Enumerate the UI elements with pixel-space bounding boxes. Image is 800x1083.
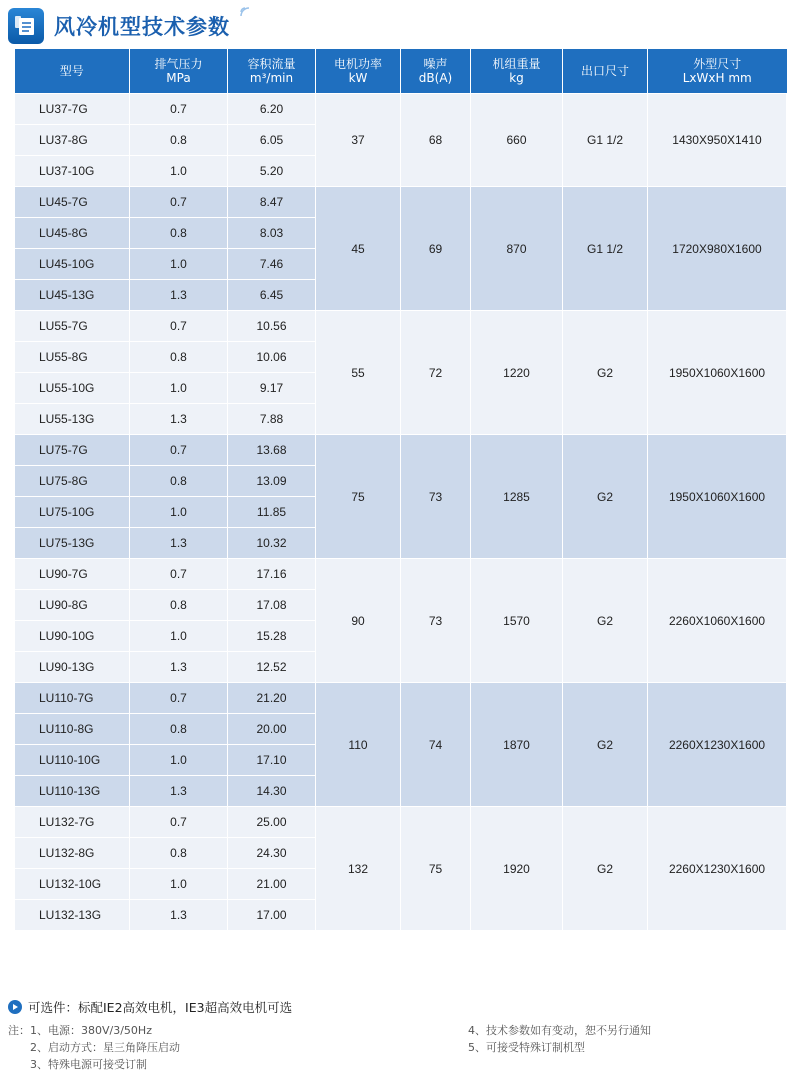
notes-right	[468, 1022, 651, 1056]
table-body	[15, 94, 787, 931]
cell-pressure: 1.0	[130, 249, 228, 280]
cell-model: LU55-7G	[15, 311, 130, 342]
table-row	[15, 435, 787, 466]
cell-model: LU132-13G	[15, 900, 130, 931]
header-flow: 容积流量 m³/min	[228, 49, 316, 94]
cell-flow: 9.17	[228, 373, 316, 404]
cell-model: LU110-7G	[15, 683, 130, 714]
cell-noise: 75	[401, 807, 471, 931]
cell-pressure: 1.3	[130, 528, 228, 559]
cell-pressure: 0.7	[130, 807, 228, 838]
cell-flow: 24.30	[228, 838, 316, 869]
cell-flow: 17.16	[228, 559, 316, 590]
cell-power: 132	[316, 807, 401, 931]
cell-power: 75	[316, 435, 401, 559]
cell-model: LU132-7G	[15, 807, 130, 838]
notes-left	[8, 1022, 180, 1073]
cell-flow: 21.00	[228, 869, 316, 900]
cell-pressure: 1.0	[130, 497, 228, 528]
cell-noise: 68	[401, 94, 471, 187]
cell-flow: 25.00	[228, 807, 316, 838]
cell-pressure: 0.7	[130, 187, 228, 218]
cell-model: LU90-7G	[15, 559, 130, 590]
page-title: 风冷机型技术参数	[54, 15, 230, 39]
header-outlet: 出口尺寸	[563, 49, 648, 94]
cell-power: 37	[316, 94, 401, 187]
options-line	[8, 998, 292, 1016]
cell-model: LU45-8G	[15, 218, 130, 249]
cell-pressure: 0.8	[130, 590, 228, 621]
cell-flow: 7.88	[228, 404, 316, 435]
cell-power: 55	[316, 311, 401, 435]
cell-power: 110	[316, 683, 401, 807]
cell-outlet: G1 1/2	[563, 94, 648, 187]
cell-pressure: 1.0	[130, 373, 228, 404]
cell-dimensions: 2260X1060X1600	[648, 559, 787, 683]
cell-model: LU110-13G	[15, 776, 130, 807]
options-text: 可选件：标配IE2高效电机，IE3超高效电机可选	[28, 1000, 293, 1015]
cell-pressure: 1.0	[130, 621, 228, 652]
cell-dimensions: 1950X1060X1600	[648, 435, 787, 559]
cell-model: LU132-8G	[15, 838, 130, 869]
cell-pressure: 1.0	[130, 745, 228, 776]
cell-model: LU37-7G	[15, 94, 130, 125]
cell-model: LU55-8G	[15, 342, 130, 373]
header-dimensions: 外型尺寸 LxWxH mm	[648, 49, 787, 94]
cell-pressure: 1.3	[130, 652, 228, 683]
cell-pressure: 1.3	[130, 900, 228, 931]
cell-dimensions: 1430X950X1410	[648, 94, 787, 187]
cell-weight: 870	[471, 187, 563, 311]
cell-outlet: G2	[563, 435, 648, 559]
cell-flow: 12.52	[228, 652, 316, 683]
cell-weight: 1920	[471, 807, 563, 931]
document-icon	[8, 8, 44, 44]
cell-flow: 17.08	[228, 590, 316, 621]
cell-dimensions: 1950X1060X1600	[648, 311, 787, 435]
cell-model: LU90-8G	[15, 590, 130, 621]
cell-flow: 10.06	[228, 342, 316, 373]
cell-flow: 15.28	[228, 621, 316, 652]
cell-power: 45	[316, 187, 401, 311]
cell-outlet: G1 1/2	[563, 187, 648, 311]
cell-model: LU75-10G	[15, 497, 130, 528]
header-noise: 噪声 dB(A)	[401, 49, 471, 94]
cell-model: LU110-10G	[15, 745, 130, 776]
cell-flow: 17.00	[228, 900, 316, 931]
cell-power: 90	[316, 559, 401, 683]
cell-model: LU90-13G	[15, 652, 130, 683]
cell-model: LU55-13G	[15, 404, 130, 435]
cell-model: LU90-10G	[15, 621, 130, 652]
cell-outlet: G2	[563, 559, 648, 683]
cell-flow: 10.32	[228, 528, 316, 559]
table-row	[15, 807, 787, 838]
header-weight: 机组重量 kg	[471, 49, 563, 94]
cell-model: LU55-10G	[15, 373, 130, 404]
cell-flow: 5.20	[228, 156, 316, 187]
header-model: 型号	[15, 49, 130, 94]
cell-model: LU45-7G	[15, 187, 130, 218]
cell-noise: 74	[401, 683, 471, 807]
cell-model: LU75-7G	[15, 435, 130, 466]
cell-pressure: 0.7	[130, 435, 228, 466]
cell-pressure: 0.8	[130, 125, 228, 156]
table-header-row	[15, 49, 787, 94]
table-row	[15, 187, 787, 218]
cell-dimensions: 2260X1230X1600	[648, 683, 787, 807]
cell-flow: 8.47	[228, 187, 316, 218]
cell-model: LU75-8G	[15, 466, 130, 497]
cell-flow: 11.85	[228, 497, 316, 528]
cell-flow: 7.46	[228, 249, 316, 280]
note-5: 5、可接受特殊订制机型	[468, 1041, 585, 1054]
header-power: 电机功率 kW	[316, 49, 401, 94]
cell-flow: 21.20	[228, 683, 316, 714]
table-row	[15, 311, 787, 342]
note-3: 3、特殊电源可接受订制	[8, 1058, 147, 1071]
cell-dimensions: 2260X1230X1600	[648, 807, 787, 931]
cell-flow: 8.03	[228, 218, 316, 249]
cell-pressure: 0.8	[130, 342, 228, 373]
cell-pressure: 1.0	[130, 869, 228, 900]
cell-weight: 660	[471, 94, 563, 187]
cell-model: LU75-13G	[15, 528, 130, 559]
cell-flow: 17.10	[228, 745, 316, 776]
cell-weight: 1570	[471, 559, 563, 683]
cell-pressure: 1.3	[130, 776, 228, 807]
cell-pressure: 1.3	[130, 404, 228, 435]
cell-model: LU45-13G	[15, 280, 130, 311]
cell-noise: 73	[401, 435, 471, 559]
cell-noise: 72	[401, 311, 471, 435]
cell-pressure: 0.8	[130, 466, 228, 497]
cell-pressure: 1.3	[130, 280, 228, 311]
cell-pressure: 0.7	[130, 311, 228, 342]
cell-noise: 73	[401, 559, 471, 683]
cell-outlet: G2	[563, 311, 648, 435]
cell-outlet: G2	[563, 807, 648, 931]
cell-weight: 1870	[471, 683, 563, 807]
signal-waves-icon	[238, 2, 256, 20]
cell-pressure: 0.7	[130, 94, 228, 125]
cell-flow: 10.56	[228, 311, 316, 342]
cell-pressure: 0.7	[130, 559, 228, 590]
cell-model: LU37-8G	[15, 125, 130, 156]
table-row	[15, 559, 787, 590]
note-2: 2、启动方式：星三角降压启动	[8, 1041, 180, 1054]
cell-flow: 6.05	[228, 125, 316, 156]
cell-model: LU110-8G	[15, 714, 130, 745]
cell-weight: 1285	[471, 435, 563, 559]
cell-flow: 13.09	[228, 466, 316, 497]
title-bar	[8, 8, 230, 44]
cell-model: LU132-10G	[15, 869, 130, 900]
spec-table	[14, 49, 787, 931]
cell-pressure: 0.8	[130, 218, 228, 249]
cell-pressure: 1.0	[130, 156, 228, 187]
table-row	[15, 94, 787, 125]
cell-flow: 20.00	[228, 714, 316, 745]
cell-flow: 6.45	[228, 280, 316, 311]
cell-pressure: 0.8	[130, 838, 228, 869]
cell-flow: 6.20	[228, 94, 316, 125]
cell-weight: 1220	[471, 311, 563, 435]
header-pressure: 排气压力 MPa	[130, 49, 228, 94]
cell-flow: 14.30	[228, 776, 316, 807]
cell-pressure: 0.7	[130, 683, 228, 714]
table-row	[15, 683, 787, 714]
note-4: 4、技术参数如有变动，恕不另行通知	[468, 1024, 651, 1037]
cell-flow: 13.68	[228, 435, 316, 466]
cell-model: LU37-10G	[15, 156, 130, 187]
cell-noise: 69	[401, 187, 471, 311]
play-circle-icon	[8, 1000, 22, 1014]
note-1: 注：1、电源：380V/3/50Hz	[8, 1024, 152, 1037]
cell-outlet: G2	[563, 683, 648, 807]
cell-model: LU45-10G	[15, 249, 130, 280]
cell-pressure: 0.8	[130, 714, 228, 745]
cell-dimensions: 1720X980X1600	[648, 187, 787, 311]
